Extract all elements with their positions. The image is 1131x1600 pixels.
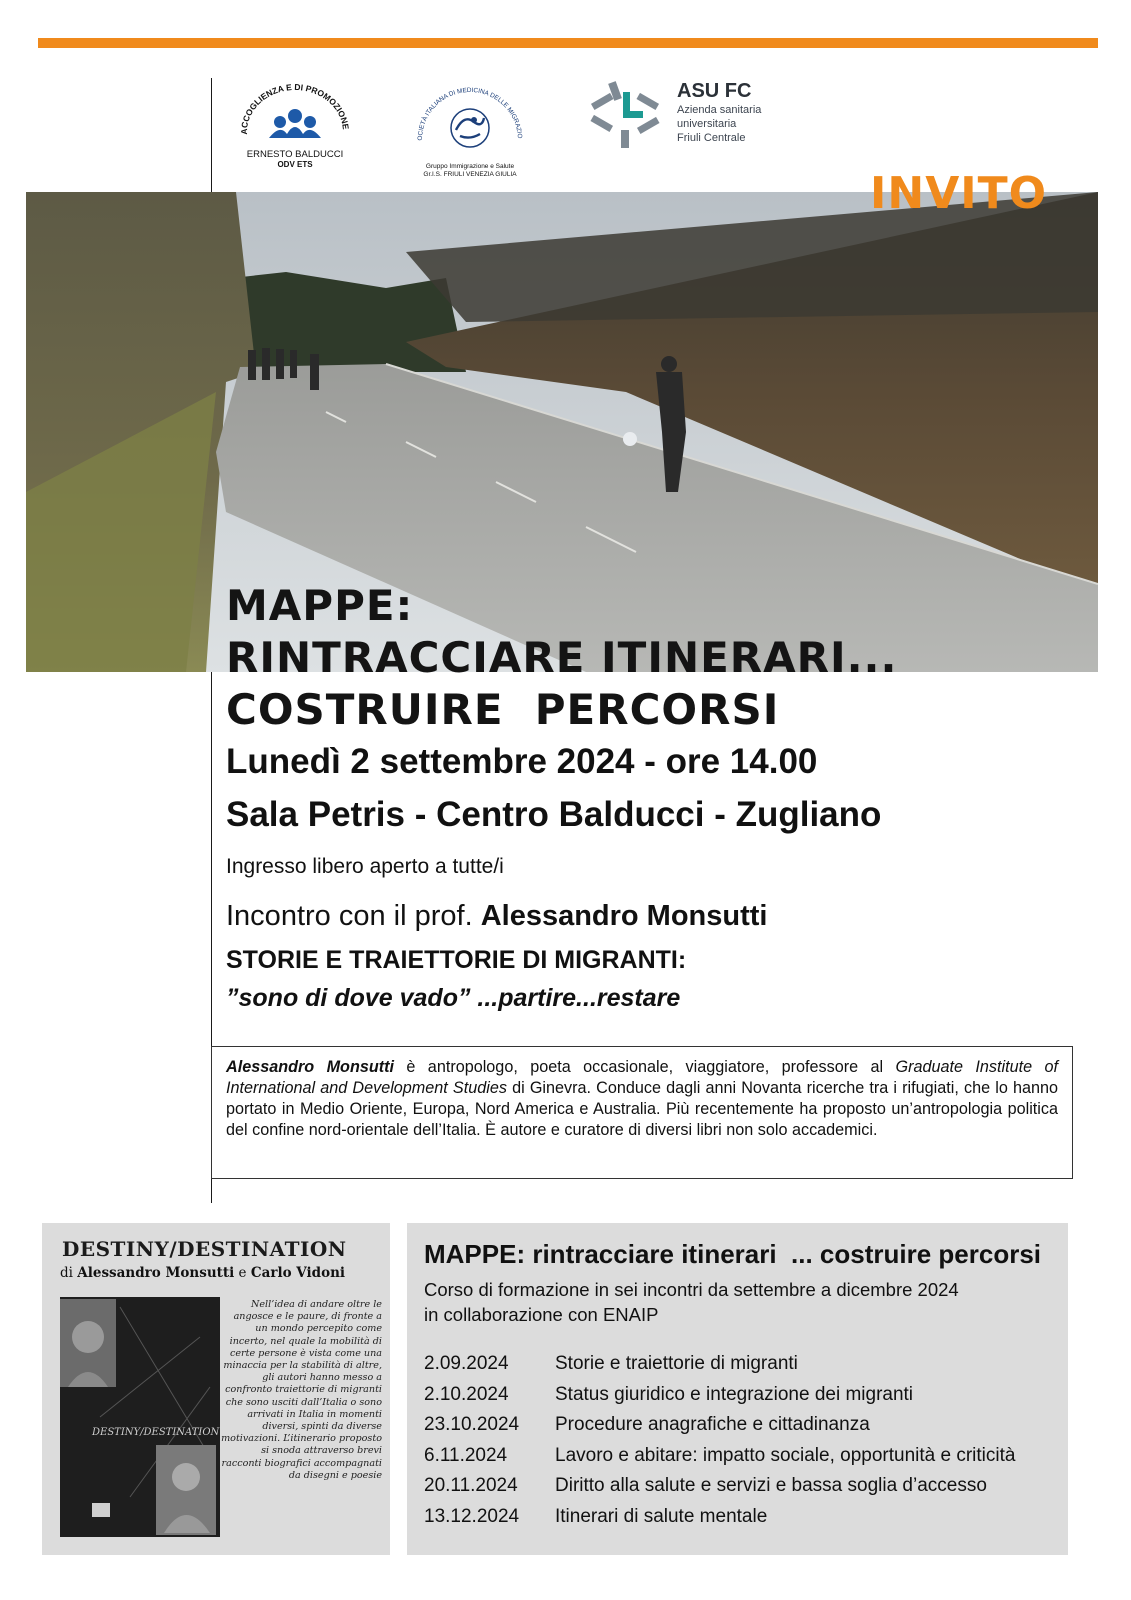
schedule-row: [424, 1502, 1064, 1533]
simm-group-line2: Gr.I.S. FRIULI VENEZIA GIULIA: [423, 171, 517, 178]
book-author-1: Alessandro Monsutti: [77, 1265, 235, 1281]
bio-text-1: è antropologo, poeta occasionale, viaggiatore, professore al: [394, 1058, 896, 1076]
speaker-name: Alessandro Monsutti: [480, 900, 768, 932]
svg-text:SOCIETÀ ITALIANA DI MEDICINA D: OCIETÀ ITALIANA DI MEDICINA DELLE MIGRAZIO: [416, 86, 524, 141]
book-cover: [60, 1297, 220, 1537]
schedule-topic: Itinerari di salute mentale: [555, 1505, 768, 1527]
balducci-name: ERNESTO BALDUCCI: [246, 149, 344, 160]
schedule-date: 20.11.2024: [424, 1475, 518, 1497]
schedule-date: 2.10.2024: [424, 1383, 509, 1405]
schedule-topic: Storie e traiettorie di migranti: [555, 1353, 798, 1375]
speaker-bio-box: [211, 1046, 1073, 1179]
schedule-date: 6.11.2024: [424, 1444, 508, 1466]
event-title: [226, 580, 897, 736]
invito-heading: INVITO: [870, 168, 1048, 219]
schedule-row: [424, 1349, 1064, 1380]
schedule-topic: Procedure anagrafiche e cittadinanza: [555, 1414, 870, 1436]
asu-fc-logo: [585, 78, 795, 150]
top-accent-bar: [38, 38, 1098, 48]
event-date: Lunedì 2 settembre 2024 - ore 14.00: [226, 742, 818, 781]
schedule-topic: Lavoro e abitare: impatto sociale, opportunità e criticità: [555, 1444, 1016, 1466]
simm-emblem-icon: [412, 78, 528, 154]
schedule-date: 13.12.2024: [424, 1505, 520, 1527]
asu-line3: Friuli Centrale: [677, 132, 746, 144]
course-schedule: [424, 1349, 1064, 1532]
schedule-row: [424, 1471, 1064, 1502]
book-cover-art: [60, 1297, 220, 1537]
simm-logo: [412, 78, 528, 182]
schedule-row: [424, 1441, 1064, 1472]
book-and: e: [234, 1265, 251, 1281]
book-title: DESTINY/DESTINATION: [62, 1237, 347, 1261]
title-line-1: MAPPE:: [226, 581, 414, 630]
asu-title: ASU FC: [677, 80, 752, 102]
course-subtitle: [424, 1277, 959, 1327]
course-subtitle-line1: Corso di formazione in sei incontri da settembre a dicembre 2024: [424, 1279, 959, 1300]
schedule-date: 23.10.2024: [424, 1414, 520, 1436]
talk-quote: ”sono di dove vado” ...partire...restare: [226, 984, 681, 1012]
balducci-logo: [235, 80, 355, 180]
book-by: di: [60, 1265, 78, 1281]
book-cover-title: DESTINY/DESTINATION: [92, 1427, 220, 1438]
schedule-row: [424, 1380, 1064, 1411]
speaker-bio: [226, 1057, 1058, 1141]
meeting-line: [226, 900, 768, 933]
title-line-3: COSTRUIRE PERCORSI: [226, 685, 780, 734]
asu-mark-icon: [585, 78, 665, 150]
bio-institute: Graduate Institute of International and Development Studies: [226, 1058, 1058, 1097]
schedule-date: 2.09.2024: [424, 1353, 509, 1375]
publisher-logo-icon: [92, 1503, 110, 1517]
entry-note: Ingresso libero aperto a tutte/i: [226, 855, 504, 878]
meeting-prefix: Incontro con il prof.: [226, 900, 481, 932]
book-authors: [60, 1265, 345, 1281]
schedule-row: [424, 1410, 1064, 1441]
bio-text-2: di Ginevra. Conduce dagli anni Novanta ricerche tra i rifugiati, che lo hanno portato in Medio Oriente, Europa, Nord America e Australia. Più recentemente ha proposto un’antropologia politica del confine nord-orientale dell’Italia. È autore e curatore di diversi libri non solo accademici.: [226, 1079, 1059, 1139]
event-place: Sala Petris - Centro Balducci - Zugliano: [226, 795, 882, 834]
book-author-2: Carlo Vidoni: [250, 1265, 346, 1281]
bio-name: Alessandro Monsutti: [226, 1058, 394, 1076]
title-line-2: RINTRACCIARE ITINERARI...: [226, 633, 898, 682]
balducci-odv: ODV ETS: [277, 160, 313, 169]
simm-group-line1: Gruppo Immigrazione e Salute: [425, 163, 515, 170]
asu-line1: Azienda sanitaria: [677, 104, 762, 116]
book-description: Nell’idea di andare oltre le angosce e le paure, di fronte a un mondo percepito come incerto, nel quale la mobilità di certe persone è vista come una minaccia per la stabilità di altre, gli autori hanno messo a confronto traiettorie di migranti che sono usciti dall’Italia o sono arrivati in Italia in momenti diversi, spinti da diverse motivazioni. L’itinerario proposto si snoda attraverso brevi racconti biografici accompagnati da disegni e poesie: [221, 1299, 382, 1481]
course-subtitle-line2: in collaborazione con ENAIP: [424, 1304, 659, 1325]
balducci-emblem-icon: [235, 80, 355, 142]
asu-text-block: [677, 80, 761, 145]
svg-text:CENTRO DI ACCOGLIENZA E DI PRO: ACCOGLIENZA E DI PROMOZIONE: [238, 81, 351, 135]
course-panel: [407, 1223, 1068, 1555]
book-panel: [42, 1223, 390, 1555]
schedule-topic: Status giuridico e integrazione dei migranti: [555, 1383, 914, 1405]
schedule-topic: Diritto alla salute e servizi e bassa soglia d’accesso: [555, 1475, 987, 1497]
asu-line2: universitaria: [677, 118, 737, 130]
talk-title: STORIE E TRAIETTORIE DI MIGRANTI:: [226, 946, 687, 974]
course-title: MAPPE: rintracciare itinerari ... costruire percorsi: [424, 1239, 1042, 1269]
